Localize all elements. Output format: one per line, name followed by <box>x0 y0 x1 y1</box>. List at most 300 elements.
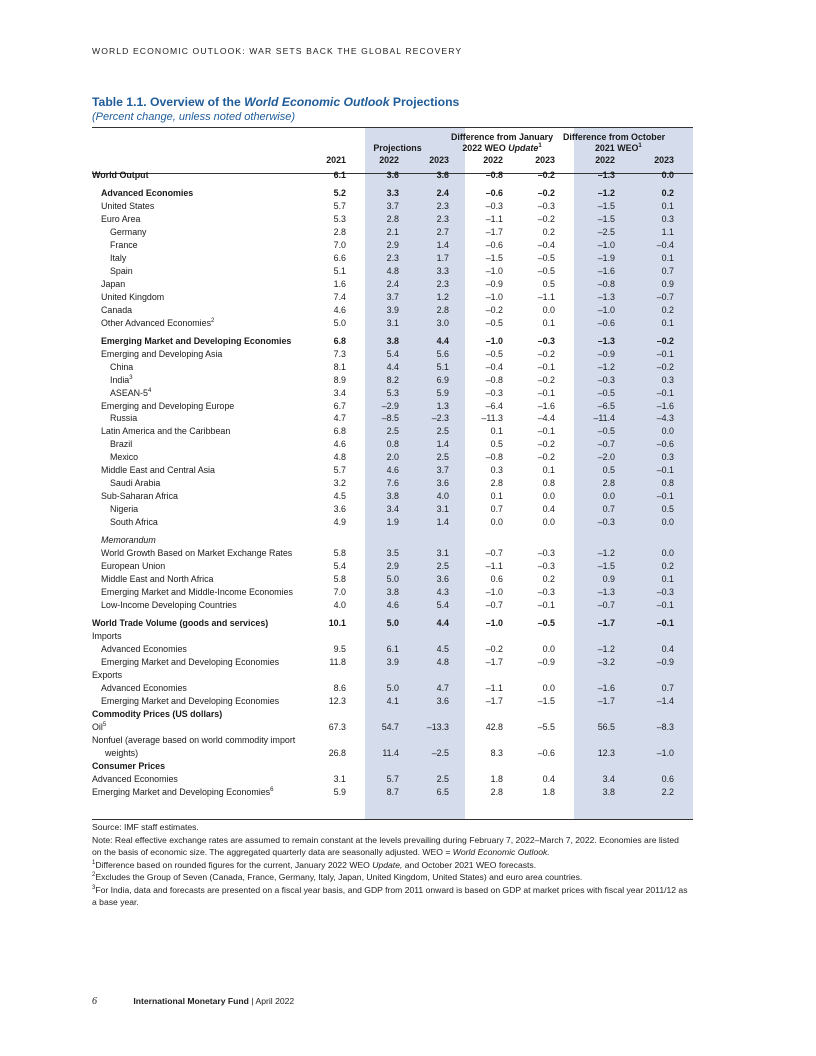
data-cell: 3.4 <box>333 387 346 398</box>
data-cell: 5.7 <box>333 201 346 212</box>
data-cell: –1.0 <box>485 291 503 302</box>
data-cell: –1.0 <box>485 265 503 276</box>
row-label-text: United Kingdom <box>101 291 165 302</box>
data-cell: 3.7 <box>386 201 399 212</box>
data-cell: –8.5 <box>381 413 399 424</box>
table-row <box>92 348 693 361</box>
data-cell: 0.2 <box>542 574 555 585</box>
table-row <box>92 226 693 239</box>
footnote-1-mark: 1 <box>92 859 96 866</box>
data-cell: –0.1 <box>656 600 674 611</box>
data-cell: 5.0 <box>386 682 399 693</box>
row-label <box>92 773 311 786</box>
data-cell: –0.6 <box>537 747 555 758</box>
data-cell: 2.3 <box>436 201 449 212</box>
footnote-3 <box>92 884 690 909</box>
table-row <box>92 239 693 252</box>
data-cell: –0.2 <box>537 188 555 199</box>
data-cell: 3.1 <box>436 504 449 515</box>
data-cell: –0.2 <box>537 439 555 450</box>
source-note: Source: IMF staff estimates. <box>92 822 199 832</box>
data-cell: 3.1 <box>386 317 399 328</box>
row-label-text: Russia <box>110 413 138 424</box>
data-cell: –0.1 <box>537 600 555 611</box>
data-cell: 4.5 <box>436 644 449 655</box>
data-cell: –1.0 <box>597 239 615 250</box>
table-row <box>92 721 693 734</box>
data-cell: –0.5 <box>485 317 503 328</box>
data-cell: 8.6 <box>333 682 346 693</box>
data-cell: –0.8 <box>485 374 503 385</box>
data-cell: –0.7 <box>597 600 615 611</box>
data-cell: –0.2 <box>537 374 555 385</box>
data-cell: 5.6 <box>436 348 449 359</box>
data-cell: 8.9 <box>333 374 346 385</box>
row-label <box>92 239 311 252</box>
data-cell <box>346 669 399 682</box>
data-cell <box>449 630 503 643</box>
row-label <box>92 695 311 708</box>
row-label <box>92 451 311 464</box>
data-cell: 5.0 <box>386 574 399 585</box>
row-label <box>92 586 311 599</box>
data-cell: 6.1 <box>386 644 399 655</box>
data-cell: 2.9 <box>386 239 399 250</box>
table-row <box>92 599 693 612</box>
data-cell: 3.6 <box>436 478 449 489</box>
data-cell: –1.6 <box>597 265 615 276</box>
row-label <box>92 617 311 630</box>
data-cell: 2.7 <box>436 226 449 237</box>
data-cell: 0.3 <box>661 374 674 385</box>
data-cell: 2.8 <box>436 304 449 315</box>
data-cell: –0.4 <box>656 239 674 250</box>
data-cell: 5.9 <box>333 786 346 797</box>
data-cell <box>346 630 399 643</box>
table-row <box>92 643 693 656</box>
row-label <box>92 573 311 586</box>
table-row <box>92 374 693 387</box>
data-cell: 4.6 <box>386 600 399 611</box>
data-cell <box>399 760 449 773</box>
data-cell: 4.4 <box>436 335 449 346</box>
data-cell: 0.1 <box>490 426 503 437</box>
data-cell: –1.9 <box>597 252 615 263</box>
data-cell: –0.7 <box>485 548 503 559</box>
data-cell: 67.3 <box>328 721 346 732</box>
data-cell <box>346 708 399 721</box>
data-cell <box>503 734 555 747</box>
footnote-2 <box>92 871 690 884</box>
table-row <box>92 747 693 760</box>
data-cell: 5.4 <box>436 600 449 611</box>
data-cell: –0.2 <box>656 335 674 346</box>
data-cell: –0.5 <box>537 252 555 263</box>
data-cell: 3.2 <box>333 478 346 489</box>
row-label-text: European Union <box>101 561 166 572</box>
row-label <box>92 516 311 529</box>
data-cell: 0.8 <box>542 478 555 489</box>
data-cell: 4.6 <box>333 304 346 315</box>
data-cell: –1.4 <box>656 695 674 706</box>
data-cell: 5.4 <box>333 561 346 572</box>
data-cell <box>615 734 674 747</box>
table-bottom-rule <box>92 819 693 820</box>
row-label <box>92 169 311 182</box>
row-label-text: Middle East and North Africa <box>101 574 214 585</box>
row-label-text: Advanced Economies <box>101 682 187 693</box>
footnote-3-mark: 3 <box>92 884 96 891</box>
footnote-3-text: For India, data and forecasts are presented on a fiscal year basis, and GDP from 2011 onward is based on GDP at market prices with fiscal year 2011/12 as a base year. <box>92 884 688 907</box>
row-label-text: ASEAN-5 <box>110 387 148 398</box>
data-cell: 0.0 <box>542 517 555 528</box>
table-row <box>92 503 693 516</box>
data-cell: –0.3 <box>656 587 674 598</box>
data-cell: 2.3 <box>386 252 399 263</box>
row-label <box>92 438 311 451</box>
data-cell: 2.5 <box>436 561 449 572</box>
row-label-text: Latin America and the Caribbean <box>101 426 231 437</box>
data-cell: –0.8 <box>485 452 503 463</box>
data-cell: 2.5 <box>386 426 399 437</box>
data-cell <box>399 669 449 682</box>
row-label <box>92 560 311 573</box>
data-cell: 1.9 <box>386 517 399 528</box>
table-row <box>92 213 693 226</box>
row-label <box>92 682 311 695</box>
row-label-text: South Africa <box>110 517 158 528</box>
data-cell: –1.3 <box>597 291 615 302</box>
data-cell: 3.9 <box>386 657 399 668</box>
table-row <box>92 586 693 599</box>
data-cell: 3.6 <box>386 169 399 180</box>
data-cell: 5.3 <box>333 214 346 224</box>
data-cell: 2.0 <box>386 452 399 463</box>
data-cell: 0.3 <box>490 465 503 476</box>
data-cell <box>449 669 503 682</box>
data-cell: 0.8 <box>386 439 399 450</box>
data-cell <box>311 760 346 773</box>
data-cell: –0.2 <box>537 169 555 180</box>
data-cell <box>399 734 449 747</box>
data-cell: –11.4 <box>593 413 615 424</box>
row-label-text: Sub-Saharan Africa <box>101 491 178 502</box>
page-number: 6 <box>92 996 97 1007</box>
row-label <box>92 490 311 503</box>
row-label-text: Emerging and Developing Europe <box>101 400 235 411</box>
data-cell: –0.1 <box>656 491 674 502</box>
row-label-text: Advanced Economies <box>101 644 187 655</box>
table-row <box>92 786 693 799</box>
row-label <box>92 747 311 760</box>
data-cell <box>503 669 555 682</box>
data-cell: 0.1 <box>661 252 674 263</box>
data-cell: 4.8 <box>436 657 449 668</box>
row-label-text: Emerging Market and Developing Economies <box>101 335 292 346</box>
data-cell: –2.3 <box>431 413 449 424</box>
data-cell: 2.8 <box>333 226 346 237</box>
data-cell: –1.0 <box>597 304 615 315</box>
row-label-text: World Trade Volume (goods and services) <box>92 618 269 629</box>
data-cell: 3.4 <box>386 504 399 515</box>
data-cell: 4.8 <box>386 265 399 276</box>
data-cell: 0.0 <box>602 491 615 502</box>
jan-diff-header-2-italic: Update <box>508 143 539 153</box>
row-label-text: Japan <box>101 278 126 289</box>
data-cell: –1.3 <box>597 169 615 180</box>
row-label-text: Oil <box>92 721 103 732</box>
general-note <box>92 834 690 859</box>
footnote-marker: 6 <box>270 786 274 793</box>
data-cell: 6.7 <box>333 400 346 411</box>
row-label <box>92 200 311 213</box>
table-row <box>92 335 693 348</box>
year-header: 2022 <box>379 155 399 165</box>
data-cell: 42.8 <box>485 721 503 732</box>
table-row <box>92 252 693 265</box>
projections-table <box>92 127 693 817</box>
data-cell: 1.7 <box>436 252 449 263</box>
data-cell: –1.7 <box>485 226 503 237</box>
table-title-italic: World Economic Outlook <box>244 95 390 109</box>
data-cell: –0.7 <box>656 291 674 302</box>
data-cell <box>399 630 449 643</box>
data-cell: 5.8 <box>333 548 346 559</box>
data-cell: 2.5 <box>436 773 449 784</box>
data-cell: 7.4 <box>333 291 346 302</box>
year-header: 2022 <box>483 155 503 165</box>
data-cell: 0.7 <box>490 504 503 515</box>
data-cell: –1.2 <box>597 361 615 372</box>
table-row <box>92 547 693 560</box>
data-cell: 2.8 <box>490 478 503 489</box>
data-cell: 0.2 <box>542 226 555 237</box>
data-cell: –2.5 <box>597 226 615 237</box>
data-cell: 2.8 <box>490 786 503 797</box>
data-cell: 3.4 <box>602 773 615 784</box>
oct-diff-header-2 <box>555 143 693 154</box>
row-label-text: India <box>110 374 130 385</box>
data-cell: 0.0 <box>542 304 555 315</box>
data-cell: –2.9 <box>381 400 399 411</box>
data-cell: –1.5 <box>597 201 615 212</box>
data-cell <box>503 760 555 773</box>
data-cell: 5.1 <box>436 361 449 372</box>
table-row <box>92 361 693 374</box>
data-cell <box>449 760 503 773</box>
table-row <box>92 773 693 786</box>
data-cell: 0.5 <box>602 465 615 476</box>
data-cell: 1.3 <box>436 400 449 411</box>
data-cell: 0.1 <box>542 465 555 476</box>
footnote-marker: 2 <box>211 317 215 324</box>
table-row <box>92 278 693 291</box>
data-cell: –0.1 <box>656 348 674 359</box>
row-label-text: Consumer Prices <box>92 760 166 771</box>
row-label <box>92 708 311 721</box>
data-cell: 3.7 <box>436 465 449 476</box>
data-cell <box>555 708 615 721</box>
data-cell: 12.3 <box>597 747 615 758</box>
data-cell: 5.3 <box>386 387 399 398</box>
data-cell: 1.2 <box>436 291 449 302</box>
data-cell: –0.3 <box>537 548 555 559</box>
data-cell: –0.2 <box>537 348 555 359</box>
data-cell <box>615 760 674 773</box>
row-label-text: Emerging Market and Developing Economies <box>101 695 280 706</box>
table-row <box>92 573 693 586</box>
data-cell: 3.3 <box>436 265 449 276</box>
data-cell: 0.9 <box>661 278 674 289</box>
row-label <box>92 464 311 477</box>
data-cell: 7.6 <box>386 478 399 489</box>
data-cell: 4.9 <box>333 517 346 528</box>
data-cell <box>503 630 555 643</box>
row-label-text: United States <box>101 201 155 212</box>
table-row <box>92 734 693 747</box>
data-cell <box>311 534 346 547</box>
data-cell: 8.3 <box>490 747 503 758</box>
data-cell <box>555 669 615 682</box>
jan-diff-header-sup: 1 <box>538 143 542 150</box>
data-cell: 1.4 <box>436 517 449 528</box>
data-cell: 0.5 <box>542 278 555 289</box>
data-cell: –1.5 <box>485 252 503 263</box>
data-cell: –0.4 <box>485 361 503 372</box>
table-title <box>92 95 459 109</box>
data-cell: 0.2 <box>661 188 674 199</box>
row-label <box>92 387 311 400</box>
data-cell: 5.7 <box>386 773 399 784</box>
data-cell: –0.5 <box>537 265 555 276</box>
data-cell: –1.7 <box>485 657 503 668</box>
row-label-text: Emerging Market and Developing Economies <box>101 657 280 668</box>
row-label <box>92 630 311 643</box>
row-label-text: Saudi Arabia <box>110 478 161 489</box>
row-label <box>92 760 311 773</box>
data-cell: 8.2 <box>386 374 399 385</box>
data-cell: –1.1 <box>537 291 555 302</box>
data-cell: 6.8 <box>333 426 346 437</box>
row-label <box>92 503 311 516</box>
data-cell <box>449 708 503 721</box>
data-cell: 0.0 <box>490 517 503 528</box>
data-cell: 0.0 <box>542 491 555 502</box>
footnote-2-text: Excludes the Group of Seven (Canada, France, Germany, Italy, Japan, United Kingdom, United States) and euro area countries. <box>95 872 583 882</box>
publisher-name: International Monetary Fund <box>133 996 249 1006</box>
row-label <box>92 335 311 348</box>
row-label <box>92 643 311 656</box>
data-cell: 0.2 <box>661 561 674 572</box>
data-cell: 2.5 <box>436 426 449 437</box>
data-cell: 0.1 <box>661 317 674 328</box>
data-cell: 3.5 <box>386 548 399 559</box>
row-label <box>92 477 311 490</box>
footnote-marker: 4 <box>147 387 152 394</box>
data-cell: 0.2 <box>661 304 674 315</box>
data-cell: –1.0 <box>485 618 503 629</box>
data-cell <box>311 669 346 682</box>
data-cell: 0.7 <box>661 682 674 693</box>
data-cell: 0.1 <box>661 574 674 585</box>
oct-diff-header-2-text: 2021 WEO <box>595 143 639 153</box>
data-cell: 3.6 <box>436 695 449 706</box>
row-label <box>92 304 311 317</box>
data-cell: 4.7 <box>436 682 449 693</box>
data-cell: –0.1 <box>537 361 555 372</box>
data-cell: 2.4 <box>436 188 449 199</box>
data-cell: 0.0 <box>661 426 674 437</box>
data-cell: 3.7 <box>386 291 399 302</box>
year-header: 2023 <box>429 155 449 165</box>
data-cell: 5.0 <box>333 317 346 328</box>
row-label-text: World Output <box>92 169 149 180</box>
row-label-text: Mexico <box>110 452 139 463</box>
footer-separator: | <box>248 996 256 1006</box>
data-cell: –1.6 <box>656 400 674 411</box>
data-cell: 6.1 <box>333 169 346 180</box>
data-cell: 5.9 <box>436 387 449 398</box>
data-cell: –0.7 <box>597 439 615 450</box>
data-cell: –0.3 <box>485 201 503 212</box>
table-row <box>92 630 693 643</box>
data-cell: –1.2 <box>597 188 615 199</box>
row-label <box>92 348 311 361</box>
row-label-text: Advanced Economies <box>101 188 194 199</box>
data-cell: 4.0 <box>333 600 346 611</box>
data-cell: 8.7 <box>386 786 399 797</box>
data-cell: 1.6 <box>333 278 346 289</box>
row-label <box>92 786 311 799</box>
data-cell: 3.6 <box>333 504 346 515</box>
data-cell: –0.7 <box>485 600 503 611</box>
data-cell: 5.2 <box>333 188 346 199</box>
table-row <box>92 387 693 400</box>
data-cell: 4.3 <box>436 587 449 598</box>
data-cell: 3.8 <box>386 587 399 598</box>
data-cell: 2.5 <box>436 452 449 463</box>
table-row <box>92 534 693 547</box>
data-cell: 3.6 <box>436 169 449 180</box>
data-cell <box>346 760 399 773</box>
row-label <box>92 252 311 265</box>
data-cell: 5.1 <box>333 265 346 276</box>
data-cell: 3.0 <box>436 317 449 328</box>
data-cell <box>503 534 555 547</box>
data-cell: –1.0 <box>485 335 503 346</box>
data-cell: 0.6 <box>490 574 503 585</box>
jan-diff-header-1: Difference from January <box>450 132 554 142</box>
data-cell: 4.8 <box>333 452 346 463</box>
row-label-text: Nigeria <box>110 504 139 515</box>
data-cell: 0.4 <box>542 773 555 784</box>
data-cell: 4.0 <box>436 491 449 502</box>
row-label-text: Advanced Economies <box>92 773 178 784</box>
data-cell: 0.6 <box>661 773 674 784</box>
row-label <box>92 226 311 239</box>
data-cell: 5.8 <box>333 574 346 585</box>
data-cell: 3.8 <box>602 786 615 797</box>
data-cell <box>555 630 615 643</box>
data-cell: 0.0 <box>661 169 674 180</box>
data-cell: 2.2 <box>661 786 674 797</box>
data-cell: –0.9 <box>656 657 674 668</box>
data-cell: 4.1 <box>386 695 399 706</box>
data-table <box>92 127 693 799</box>
data-cell <box>399 708 449 721</box>
data-cell: –0.3 <box>537 561 555 572</box>
data-cell: 26.8 <box>328 747 346 758</box>
